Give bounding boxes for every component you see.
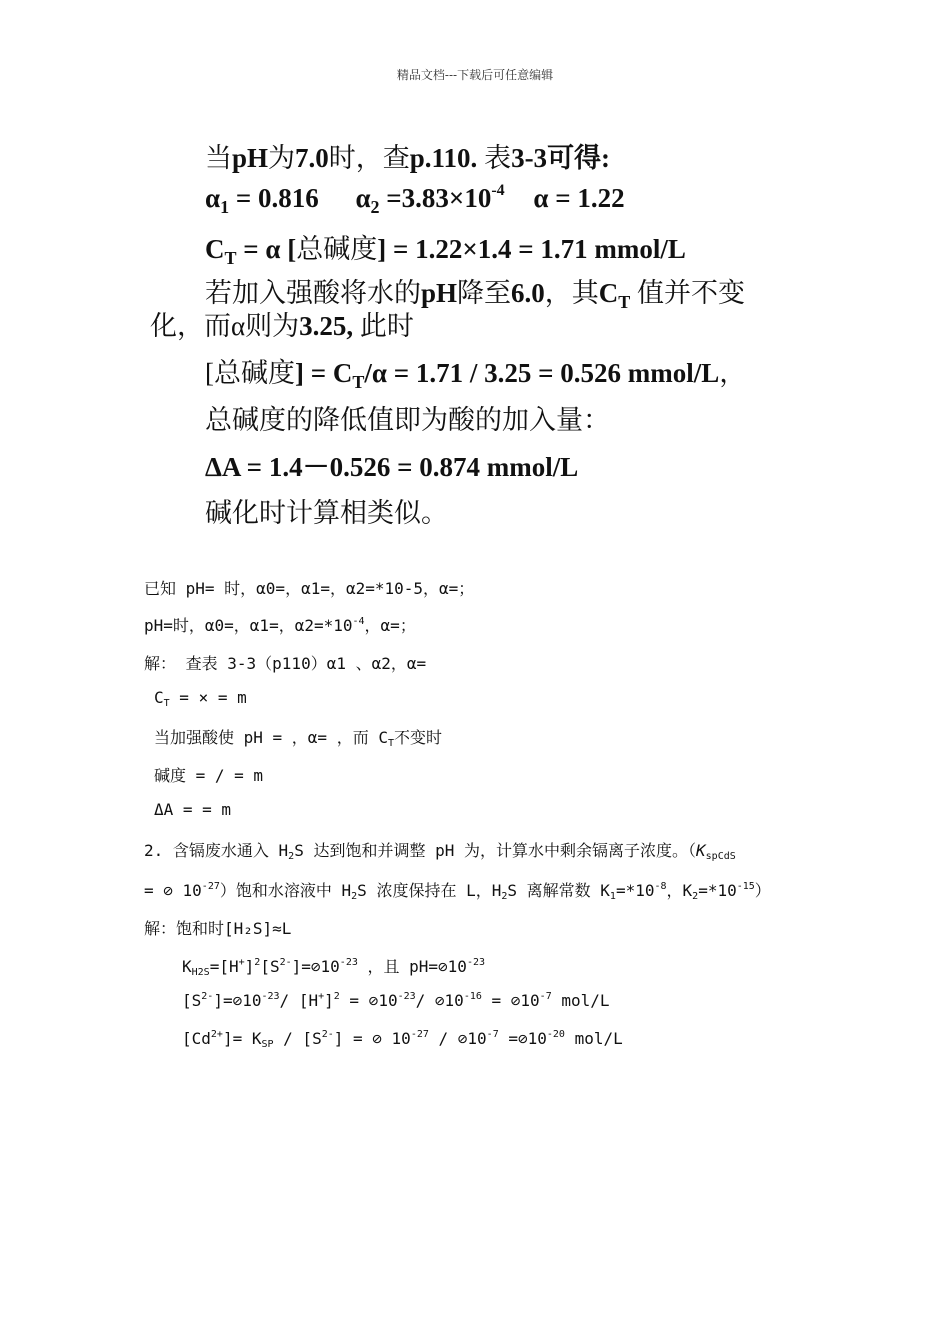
- header-watermark: 精品文档---下载后可任意编辑: [396, 68, 554, 82]
- body-line-3: 解： 查表 3-3（p110）α1 、α2，α=: [144, 654, 427, 673]
- slide-line-7: 总碱度的降低值即为酸的加入量：: [205, 405, 610, 435]
- body-line-12: $[S^{2-}]=⊘10^{-23}/$ $[H^+]^2$ = $⊘10^{-23}/$ $⊘10^{-16}$ = $⊘10^{-7}$ mol/L: [182, 991, 610, 1010]
- body-line-9: = ⊘ $10^{-27}$）饱和水溶液中 $H_2S$ 浓度保持在 L，$H_2S$ 离解常数 $K_1=*10^{-8}$，$K_2=*10^{-15}$）: [144, 881, 771, 902]
- slide-line-8: ΔA = 1.4－0.526 = 0.874 mmol/L: [205, 452, 579, 482]
- body-line-6: 碱度 = / = m: [154, 766, 264, 785]
- body-line-10: 解：饱和时[H₂S]≈L: [144, 919, 292, 938]
- slide-line-2: $\alpha_1 = 0.816$ $\alpha_2 =3.83\times 10^{-4}$ α = 1.22: [205, 182, 625, 217]
- body-line-5: 当加强酸使 pH = ，α= ，而 $C_T$不变时: [154, 728, 443, 749]
- body-line-11: $K_{H2S}=[H^+]^2[S^{2-}]=⊘10^{-23}$ ，且 $pH=⊘10^{-23}$: [182, 957, 485, 978]
- slide-line-9: 碱化时计算相类似。: [205, 498, 448, 528]
- body-line-2: pH=时，α0=，α1=，$\alpha 2=*10^{-4}$，α=；: [144, 616, 416, 635]
- body-line-4: $C_T$ = × = m: [154, 688, 247, 709]
- slide-line-6: [总碱度] = $C_T/\alpha = 1.71 / 3.25 = 0.526$ mmol/L，: [205, 358, 747, 392]
- body-line-8: 2. 含镉废水通入 $H_2S$ 达到饱和并调整 pH 为，计算水中剩余镉离子浓度。（$K_{spCdS}$: [144, 841, 736, 862]
- slide-line-1: 当pH为7.0时，查p.110. 表3-3可得:: [205, 143, 611, 173]
- slide-line-3: $C_T = \alpha$ [总碱度] = 1.22×1.4 = 1.71 mmol/L: [205, 234, 686, 268]
- body-line-7: ΔA = = m: [154, 800, 232, 819]
- body-line-13: $[Cd^{2+}]= K_{SP} / [S^{2-}]$ = ⊘ $10^{-27}$ / $⊘10^{-7}$ $=⊘10^{-20}$ mol/L: [182, 1029, 623, 1050]
- body-line-1: 已知 pH= 时，α0=，α1=，α2=*10-5，α=；: [144, 579, 475, 598]
- slide-line-4: 若加入强酸将水的pH降至6.0，其$C_T$ 值并不变: [205, 278, 746, 312]
- slide-line-5: 化，而α则为3.25, 此时: [150, 311, 414, 341]
